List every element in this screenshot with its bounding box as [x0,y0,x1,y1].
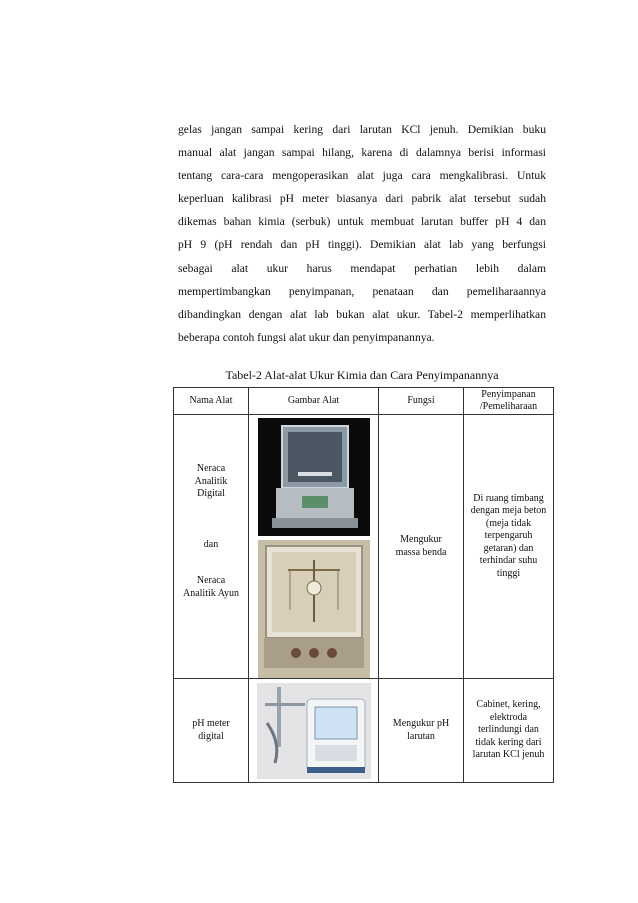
cell-name [174,415,249,679]
header-gambar-alat: Gambar Alat [249,388,379,415]
paragraph-line: keperluan kalibrasi pH meter biasanya dari pabrik alat tersebut sudah [178,192,546,206]
table-header-row [174,388,554,415]
cell-images [249,415,379,679]
row2-storage: Cabinet, kering, elektroda terlindungi dan tidak kering dari larutan KCl jenuh [472,699,545,761]
row2-function: Mengukur pH larutan [392,718,450,742]
row2-name: pH meter digital [192,718,230,742]
paragraph-line: sebagai alat ukur harus mendapat perhatian lebih dalam [178,261,546,275]
header-nama-alat: Nama Alat [174,388,249,415]
paragraph-line: manual alat jangan sampai hilang, karena di dalamnya berisi informasi [178,146,546,160]
cell-name [174,679,249,783]
paragraph-line: dikemas bahan kimia (serbuk) untuk membuat larutan buffer pH 4 dan [178,215,546,229]
row1-storage: Di ruang timbang dengan meja beton (meja tidak terpengaruh getaran) dan terhindar suhu tinggi [470,492,547,579]
cell-storage [464,679,554,783]
table-caption: Tabel-2 Alat-alat Ukur Kimia dan Cara Penyimpanannya [225,368,499,382]
ph-meter-image [257,683,371,779]
row1-name-2: Neraca Analitik Ayun [182,575,240,599]
paragraph-line: tentang cara-cara mengoperasikan alat juga cara mengkalibrasi. Untuk [178,169,546,183]
row1-name-1: Neraca Analitik Digital [194,463,228,499]
header-penyimpanan: Penyimpanan /Pemeliharaan [464,388,554,415]
cell-storage [464,415,554,679]
paragraph-line: beberapa contoh fungsi alat ukur dan penyimpanannya. [178,330,435,344]
row1-name-join: dan [203,538,219,550]
cell-function [379,679,464,783]
table-row [174,415,554,679]
body-paragraph [178,118,546,349]
paragraph-line: dibandingkan dengan alat lab bukan alat ukur. Tabel-2 memperlihatkan [178,307,546,321]
digital-balance-image [258,418,370,536]
header-fungsi: Fungsi [379,388,464,415]
paragraph-line: gelas jangan sampai kering dari larutan KCl jenuh. Demikian buku [178,123,546,136]
cell-function [379,415,464,679]
instruments-table [173,387,554,783]
paragraph-line: mempertimbangkan penyimpanan, penataan dan pemeliharaannya [178,284,546,298]
mechanical-balance-image [258,540,370,678]
cell-images [249,679,379,783]
row1-function: Mengukur massa benda [395,534,447,558]
table-row [174,679,554,783]
paragraph-line: pH 9 (pH rendah dan pH tinggi). Demikian alat lab yang berfungsi [178,238,546,252]
